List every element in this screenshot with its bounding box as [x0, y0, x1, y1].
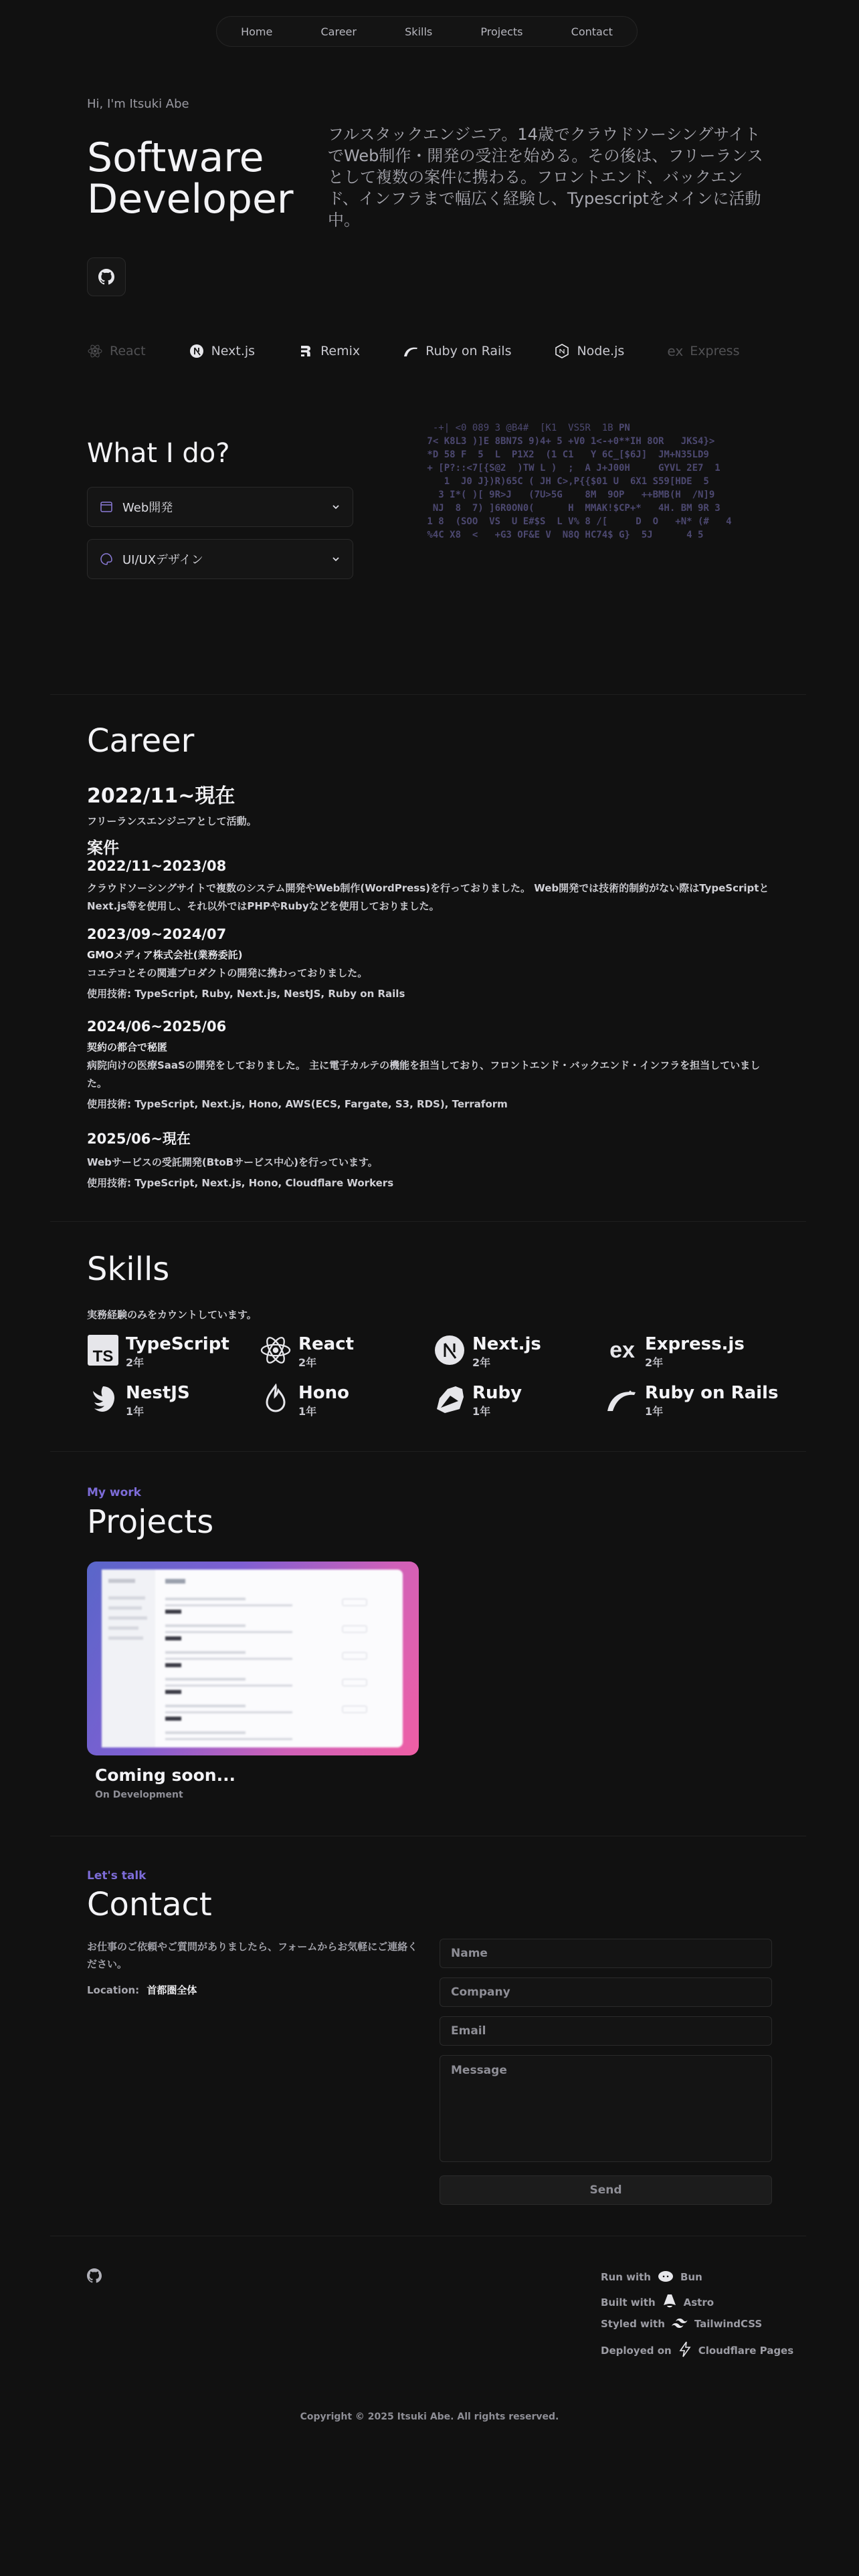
react-icon — [260, 1334, 292, 1366]
skill-years: 2年 — [472, 1356, 491, 1369]
career-current-text: フリーランスエンジニアとして活動。 — [87, 815, 257, 827]
github-icon — [98, 269, 114, 285]
svg-text:TS: TS — [92, 1348, 114, 1366]
career-entry-period: 2022/11~2023/08 — [87, 858, 227, 874]
footer-stack-item — [601, 2269, 702, 2285]
hero-description: フルスタックエンジニア。14歳でクラウドソーシングサイトでWeb制作・開発の受注を始める。その後は、フリーランスとして複数の案件に携わる。フロントエンド、バックエンド、インフラまで幅広く経験し、Typescriptをメインに活動中。 — [328, 125, 763, 229]
tech-label: Node.js — [577, 344, 625, 358]
skill-name: Hono — [298, 1383, 349, 1403]
career-entry-text: コエテコとその関連プロダクトの開発に携わっておりました。 — [87, 967, 368, 979]
nextjs-icon — [434, 1334, 466, 1366]
skill-years: 1年 — [472, 1405, 491, 1418]
skill-years: 1年 — [645, 1405, 664, 1418]
astro-icon — [662, 2293, 677, 2312]
contact-title: Contact — [87, 1886, 212, 1923]
career-entry-period: 2024/06~2025/06 — [87, 1018, 227, 1035]
github-button[interactable] — [87, 257, 126, 296]
whatido-title: What I do? — [87, 438, 230, 469]
nav-projects[interactable]: Projects — [480, 25, 523, 38]
skill-name: React — [298, 1334, 355, 1354]
accordion-web-dev[interactable] — [87, 487, 353, 527]
project-card-title: Coming soon... — [95, 1765, 236, 1785]
accordion-label: UI/UXデザイン — [122, 553, 203, 567]
message-field[interactable] — [440, 2055, 772, 2162]
career-current — [87, 779, 776, 858]
tech-item-nodejs — [554, 343, 624, 359]
react-icon — [87, 343, 103, 359]
rails-icon — [403, 343, 419, 359]
nodejs-icon — [554, 343, 570, 359]
projects-eyebrow: My work — [87, 1486, 141, 1499]
career-entry — [87, 858, 776, 916]
ascii-matrix-decoration: -+| <0 089 3 @B4# [K1 VS5R 1B PN 7< K8L3 )]E 8BN7S 9)4+ 5 +V0 1<-+0**IH 8OR JKS4}> *D 58 F 5 L P1X2 (1 C1 Y 6C_[$6J] JM+N35LD9 + [P?::<7[{S@2 )TW L ) ; A J+J00H GYVL 2E7 1 1 J0 J})R)65C ( JH C>,P{{$01 U 6X1 S59[HDE 5 3 I*( )[ 9R>J (7U>5G 8M 9OP ++BMB(H /N]9 NJ 8 7) ]6R0ON0( H MMAK!$CP+* 4H. BM 9R 3 1 8 (SOO VS U E#$S L V% 8 /[ D O +N* (# 4 %4C X8 < +G3 OF&E V N8Q HC74$ G} 5J 4 5 — [421, 423, 732, 540]
skill-item — [260, 1383, 349, 1418]
rails-icon — [606, 1383, 638, 1415]
footer-stack-value: TailwindCSS — [694, 2318, 763, 2330]
career-title: Career — [87, 722, 195, 760]
contact-eyebrow: Let's talk — [87, 1869, 147, 1883]
skill-years: 1年 — [298, 1405, 317, 1418]
section-divider — [50, 1221, 806, 1222]
section-divider — [50, 694, 806, 695]
footer-stack-label: Styled with — [601, 2318, 665, 2330]
skills-title: Skills — [87, 1251, 170, 1288]
company-placeholder: Company — [451, 1985, 510, 1999]
send-label: Send — [589, 2183, 622, 2197]
chevron-down-icon — [331, 554, 341, 564]
hero-greeting: Hi, I'm Itsuki Abe — [87, 97, 189, 111]
location-value: 首都圏全体 — [147, 1984, 197, 1996]
top-navigation — [216, 16, 638, 47]
skill-years: 1年 — [126, 1405, 145, 1418]
footer-stack-label: Built with — [601, 2296, 656, 2309]
skill-name: NestJS — [126, 1383, 190, 1403]
skill-years: 2年 — [126, 1356, 145, 1369]
career-entry-stack: 使用技術: TypeScript, Next.js, Hono, Cloudflare Workers — [87, 1177, 394, 1189]
career-entry-period: 2023/09~2024/07 — [87, 926, 227, 942]
bun-icon — [658, 2269, 674, 2285]
project-card[interactable] — [87, 1562, 419, 1755]
career-projects-heading: 案件 — [87, 839, 119, 857]
message-placeholder: Message — [451, 2064, 507, 2077]
tech-label: Remix — [320, 344, 361, 358]
career-entry-company: 契約の都合で秘匿 — [87, 1041, 168, 1053]
skill-item — [87, 1334, 229, 1370]
footer-stack-value: Cloudflare Pages — [698, 2345, 794, 2357]
name-placeholder: Name — [451, 1947, 488, 1960]
footer-stack-value: Astro — [683, 2296, 714, 2309]
tech-label: Next.js — [211, 344, 256, 358]
hero-title — [87, 134, 328, 223]
skill-name: Ruby on Rails — [645, 1383, 779, 1403]
copyright: Copyright © 2025 Itsuki Abe. All rights reserved. — [300, 2411, 559, 2422]
tailwind-icon — [672, 2317, 688, 2331]
location-label: Location: — [87, 1984, 140, 1996]
career-current-period: 2022/11~現在 — [87, 784, 235, 808]
skill-item — [434, 1383, 522, 1418]
express-icon: ex — [609, 1337, 635, 1363]
tech-label: Ruby on Rails — [425, 344, 512, 358]
career-entry — [87, 926, 776, 1003]
footer-github-link[interactable] — [87, 2268, 102, 2286]
skill-item — [260, 1334, 354, 1370]
footer-stack-label: Deployed on — [601, 2345, 672, 2357]
github-icon — [87, 2268, 102, 2283]
chevron-down-icon — [331, 502, 341, 512]
skill-name: Express.js — [645, 1334, 745, 1354]
nav-home[interactable]: Home — [241, 25, 273, 38]
email-placeholder: Email — [451, 2024, 486, 2038]
skill-name: Ruby — [472, 1383, 522, 1403]
company-field[interactable] — [440, 1977, 772, 2007]
remix-icon — [298, 343, 314, 359]
accordion-uiux[interactable] — [87, 539, 353, 579]
typescript-icon — [87, 1334, 119, 1366]
skills-note: 実務経験のみをカウントしています。 — [87, 1309, 257, 1321]
skill-item — [434, 1334, 541, 1370]
career-entry — [87, 1128, 776, 1192]
career-entry-text: クラウドソーシングサイトで複数のシステム開発やWeb制作(WordPress)を行っておりました。 Web開発では技術的制約がない際はTypeScriptとNext.js等を使用し、それ以外ではPHPやRubyなどを使用しておりました。 — [87, 882, 769, 912]
browser-icon — [100, 500, 113, 514]
nav-career[interactable]: Career — [320, 25, 357, 38]
hero-title-line2: Developer — [87, 176, 294, 223]
project-card-subtitle: On Development — [95, 1790, 183, 1800]
footer-stack-item — [601, 2293, 714, 2312]
career-entry-stack: 使用技術: TypeScript, Next.js, Hono, AWS(ECS, Fargate, S3, RDS), Terraform — [87, 1098, 508, 1110]
cloudflare-icon — [678, 2341, 692, 2360]
palette-icon — [100, 552, 113, 566]
contact-location — [87, 1983, 197, 1997]
skill-item — [87, 1383, 190, 1418]
tech-label: React — [110, 344, 146, 358]
footer-stack-label: Run with — [601, 2271, 651, 2283]
footer-stack-item — [601, 2341, 793, 2360]
nextjs-icon — [189, 343, 205, 359]
footer-stack-value: Bun — [680, 2271, 702, 2283]
tech-item-remix — [298, 343, 360, 359]
projects-title: Projects — [87, 1503, 214, 1541]
hono-icon — [260, 1383, 292, 1415]
skill-years: 2年 — [298, 1356, 317, 1369]
career-entry-text: 病院向けの医療SaaSの開発をしておりました。 主に電子カルテの機能を担当しており、フロントエンド・バックエンド・インフラを担当していました。 — [87, 1059, 761, 1089]
career-entry-text: Webサービスの受託開発(BtoBサービス中心)を行っています。 — [87, 1156, 378, 1168]
contact-text: お仕事のご依頼やご質問がありましたら、フォームからお気軽にご連絡ください。 — [87, 1941, 418, 1970]
tech-label: Express — [690, 344, 740, 358]
email-field[interactable] — [440, 2016, 772, 2046]
skill-item — [606, 1334, 745, 1370]
hero-title-line1: Software — [87, 134, 264, 181]
accordion-label: Web開発 — [122, 501, 173, 515]
section-divider — [50, 1451, 806, 1452]
tech-item-react — [87, 343, 146, 359]
skill-item — [606, 1383, 778, 1418]
career-entry-period: 2025/06~現在 — [87, 1131, 191, 1147]
nav-skills[interactable]: Skills — [405, 25, 433, 38]
send-button[interactable] — [440, 2175, 772, 2205]
nav-contact[interactable]: Contact — [571, 25, 613, 38]
tech-item-nextjs — [189, 343, 255, 359]
skill-years: 2年 — [645, 1356, 664, 1369]
career-entry — [87, 1018, 776, 1113]
tech-marquee — [87, 338, 772, 364]
tech-item-rails — [403, 343, 511, 359]
career-entry-company: GMOメディア株式会社(業務委託) — [87, 949, 243, 961]
ruby-icon — [434, 1383, 466, 1415]
footer-stack-item — [601, 2317, 762, 2331]
skill-name: TypeScript — [126, 1334, 229, 1354]
career-entry-stack: 使用技術: TypeScript, Ruby, Next.js, NestJS, Ruby on Rails — [87, 988, 405, 1000]
nestjs-icon — [87, 1383, 119, 1415]
tech-item-express — [667, 343, 739, 359]
project-screenshot — [102, 1570, 403, 1747]
express-icon: ex — [667, 343, 684, 359]
name-field[interactable] — [440, 1939, 772, 1968]
skill-name: Next.js — [472, 1334, 541, 1354]
